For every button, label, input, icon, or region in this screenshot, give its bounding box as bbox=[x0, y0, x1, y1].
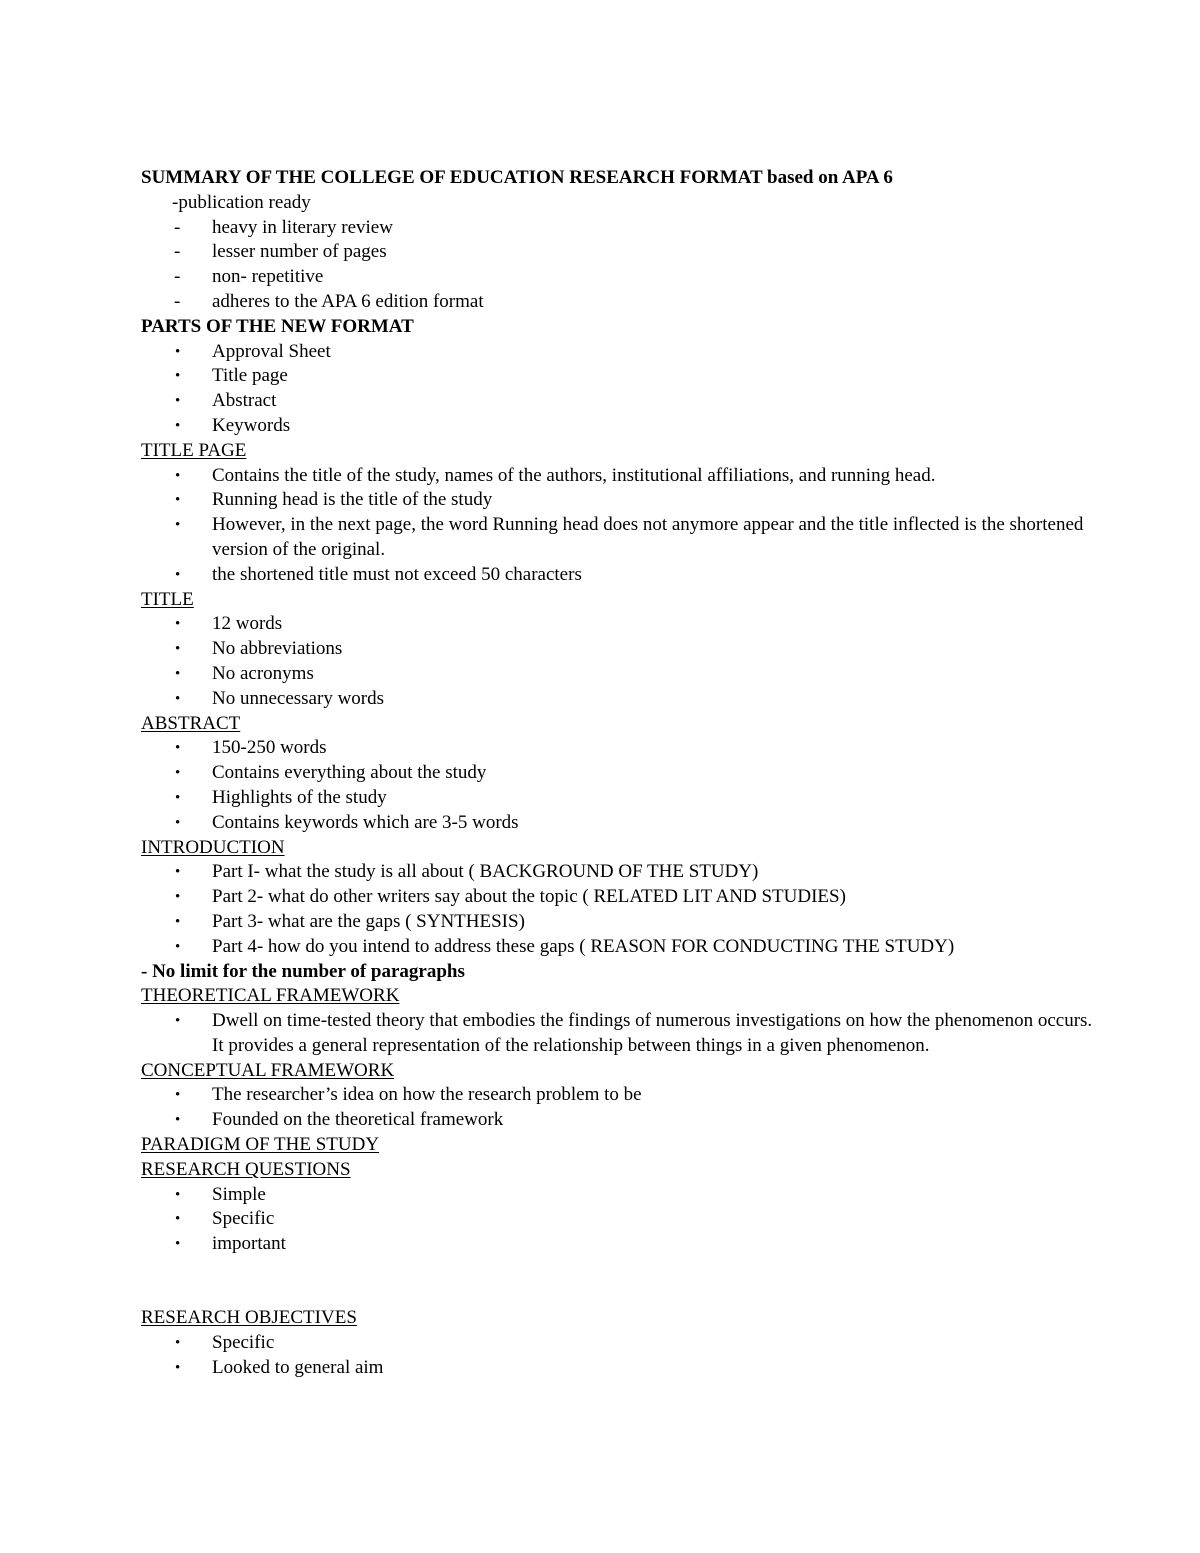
title-page-heading: TITLE PAGE bbox=[141, 439, 247, 461]
bullet-marker: • bbox=[175, 566, 181, 583]
parts-heading: PARTS OF THE NEW FORMAT bbox=[141, 315, 414, 337]
list-item bbox=[141, 240, 1101, 265]
bullet-marker: • bbox=[175, 1186, 181, 1203]
list-item bbox=[141, 1083, 1101, 1108]
bullet-marker: • bbox=[175, 814, 181, 831]
bullet-marker: • bbox=[175, 417, 181, 434]
list-item-text: Part 2- what do other writers say about the topic ( RELATED LIT AND STUDIES) bbox=[212, 886, 846, 908]
list-item-text: Contains everything about the study bbox=[212, 762, 487, 784]
objectives-list bbox=[141, 1331, 1101, 1381]
title-heading: TITLE bbox=[141, 588, 194, 610]
list-item-text: Part I- what the study is all about ( BACKGROUND OF THE STUDY) bbox=[212, 861, 759, 883]
bullet-marker: • bbox=[175, 789, 181, 806]
list-item-text: Title page bbox=[212, 365, 288, 387]
bullet-marker: • bbox=[175, 343, 181, 360]
list-item-text: 12 words bbox=[212, 613, 283, 635]
list-item bbox=[141, 1207, 1101, 1232]
intro-list bbox=[141, 216, 1101, 315]
list-item bbox=[141, 935, 1101, 960]
bullet-marker: • bbox=[175, 393, 181, 410]
abstract-heading: ABSTRACT bbox=[141, 712, 241, 734]
list-item-text: 150-250 words bbox=[212, 737, 327, 759]
list-item-text: Highlights of the study bbox=[212, 786, 387, 808]
introduction-list bbox=[141, 860, 1101, 959]
list-item bbox=[141, 1009, 1101, 1059]
bullet-marker: • bbox=[175, 913, 181, 930]
paradigm-heading: PARADIGM OF THE STUDY bbox=[141, 1134, 380, 1156]
list-item-text: However, in the next page, the word Running head does not anymore appear and the title inflected is the shortened version of the original. bbox=[212, 514, 1084, 560]
bullet-marker: • bbox=[175, 864, 181, 881]
list-item bbox=[141, 513, 1101, 563]
bullet-marker: • bbox=[175, 765, 181, 782]
blank-space bbox=[141, 1257, 1101, 1306]
questions-heading: RESEARCH QUESTIONS bbox=[141, 1158, 351, 1180]
list-item bbox=[141, 910, 1101, 935]
list-item-text: Looked to general aim bbox=[212, 1356, 384, 1378]
document-body bbox=[141, 166, 1101, 1380]
list-item-text: Simple bbox=[212, 1183, 266, 1205]
bullet-marker: • bbox=[175, 1013, 181, 1030]
list-item-text: Contains keywords which are 3-5 words bbox=[212, 811, 519, 833]
list-item bbox=[141, 290, 1101, 315]
list-item bbox=[141, 612, 1101, 637]
list-item bbox=[141, 364, 1101, 389]
bullet-marker: • bbox=[175, 368, 181, 385]
list-item bbox=[141, 488, 1101, 513]
list-item-text: No abbreviations bbox=[212, 638, 343, 660]
bullet-marker: • bbox=[175, 1087, 181, 1104]
list-item-text: Dwell on time-tested theory that embodies the findings of numerous investigations on how the phenomenon occurs. It provides a general representation of the relationship between things in a given phenomenon. bbox=[212, 1010, 1093, 1056]
bullet-marker: • bbox=[175, 690, 181, 707]
dash-marker: - bbox=[174, 241, 181, 263]
bullet-marker: • bbox=[175, 1236, 181, 1253]
introduction-note: - No limit for the number of paragraphs bbox=[141, 960, 465, 982]
list-item bbox=[141, 414, 1101, 439]
abstract-list bbox=[141, 736, 1101, 835]
introduction-heading: INTRODUCTION bbox=[141, 836, 285, 858]
list-item-text: important bbox=[212, 1233, 286, 1255]
list-item bbox=[141, 1331, 1101, 1356]
list-item bbox=[141, 786, 1101, 811]
bullet-marker: • bbox=[175, 616, 181, 633]
title-list bbox=[141, 612, 1101, 711]
list-item bbox=[141, 216, 1101, 241]
list-item-text: lesser number of pages bbox=[212, 241, 387, 263]
list-item-text: non- repetitive bbox=[212, 266, 324, 288]
list-item-text: Approval Sheet bbox=[212, 340, 331, 362]
bullet-marker: • bbox=[175, 740, 181, 757]
bullet-marker: • bbox=[175, 938, 181, 955]
list-item-text: adheres to the APA 6 edition format bbox=[212, 290, 484, 312]
conceptual-heading: CONCEPTUAL FRAMEWORK bbox=[141, 1059, 395, 1081]
bullet-marker: • bbox=[175, 517, 181, 534]
list-item-text: Specific bbox=[212, 1208, 275, 1230]
theoretical-heading: THEORETICAL FRAMEWORK bbox=[141, 985, 400, 1007]
list-item-text: Keywords bbox=[212, 414, 291, 436]
dash-marker: - bbox=[174, 216, 181, 238]
list-item bbox=[141, 761, 1101, 786]
list-item bbox=[141, 811, 1101, 836]
list-item bbox=[141, 1356, 1101, 1381]
list-item-text: Founded on the theoretical framework bbox=[212, 1109, 504, 1131]
bullet-marker: • bbox=[175, 1112, 181, 1129]
list-item bbox=[141, 1108, 1101, 1133]
list-item bbox=[141, 885, 1101, 910]
questions-list bbox=[141, 1183, 1101, 1257]
bullet-marker: • bbox=[175, 492, 181, 509]
list-item bbox=[141, 637, 1101, 662]
list-item bbox=[141, 662, 1101, 687]
list-item-text: Part 4- how do you intend to address these gaps ( REASON FOR CONDUCTING THE STUDY) bbox=[212, 935, 955, 957]
theoretical-list bbox=[141, 1009, 1101, 1059]
bullet-marker: • bbox=[175, 889, 181, 906]
list-item-text: Running head is the title of the study bbox=[212, 489, 493, 511]
parts-list bbox=[141, 340, 1101, 439]
title-page-list bbox=[141, 464, 1101, 588]
conceptual-list bbox=[141, 1083, 1101, 1133]
list-item bbox=[141, 860, 1101, 885]
dash-marker: - bbox=[174, 290, 181, 312]
bullet-marker: • bbox=[175, 1334, 181, 1351]
list-item bbox=[141, 563, 1101, 588]
document-title: SUMMARY OF THE COLLEGE OF EDUCATION RESEARCH FORMAT based on APA 6 bbox=[141, 167, 893, 188]
list-item bbox=[141, 736, 1101, 761]
list-item-text: Part 3- what are the gaps ( SYNTHESIS) bbox=[212, 910, 525, 932]
list-item-text: No unnecessary words bbox=[212, 687, 385, 709]
list-item-text: the shortened title must not exceed 50 characters bbox=[212, 563, 582, 585]
bullet-marker: • bbox=[175, 1359, 181, 1376]
list-item-text: The researcher’s idea on how the research problem to be bbox=[212, 1084, 642, 1106]
list-item bbox=[141, 687, 1101, 712]
intro-line: -publication ready bbox=[172, 191, 311, 213]
list-item bbox=[141, 1232, 1101, 1257]
list-item bbox=[141, 389, 1101, 414]
list-item-text: No acronyms bbox=[212, 662, 314, 684]
bullet-marker: • bbox=[175, 467, 181, 484]
list-item bbox=[141, 340, 1101, 365]
list-item-text: Contains the title of the study, names of the authors, institutional affiliations, and running head. bbox=[212, 464, 936, 486]
list-item-text: heavy in literary review bbox=[212, 216, 393, 238]
list-item bbox=[141, 265, 1101, 290]
bullet-marker: • bbox=[175, 641, 181, 658]
objectives-heading: RESEARCH OBJECTIVES bbox=[141, 1307, 357, 1329]
dash-marker: - bbox=[174, 266, 181, 288]
list-item-text: Abstract bbox=[212, 390, 277, 412]
list-item bbox=[141, 1183, 1101, 1208]
bullet-marker: • bbox=[175, 1211, 181, 1228]
list-item-text: Specific bbox=[212, 1331, 275, 1353]
list-item bbox=[141, 464, 1101, 489]
bullet-marker: • bbox=[175, 665, 181, 682]
